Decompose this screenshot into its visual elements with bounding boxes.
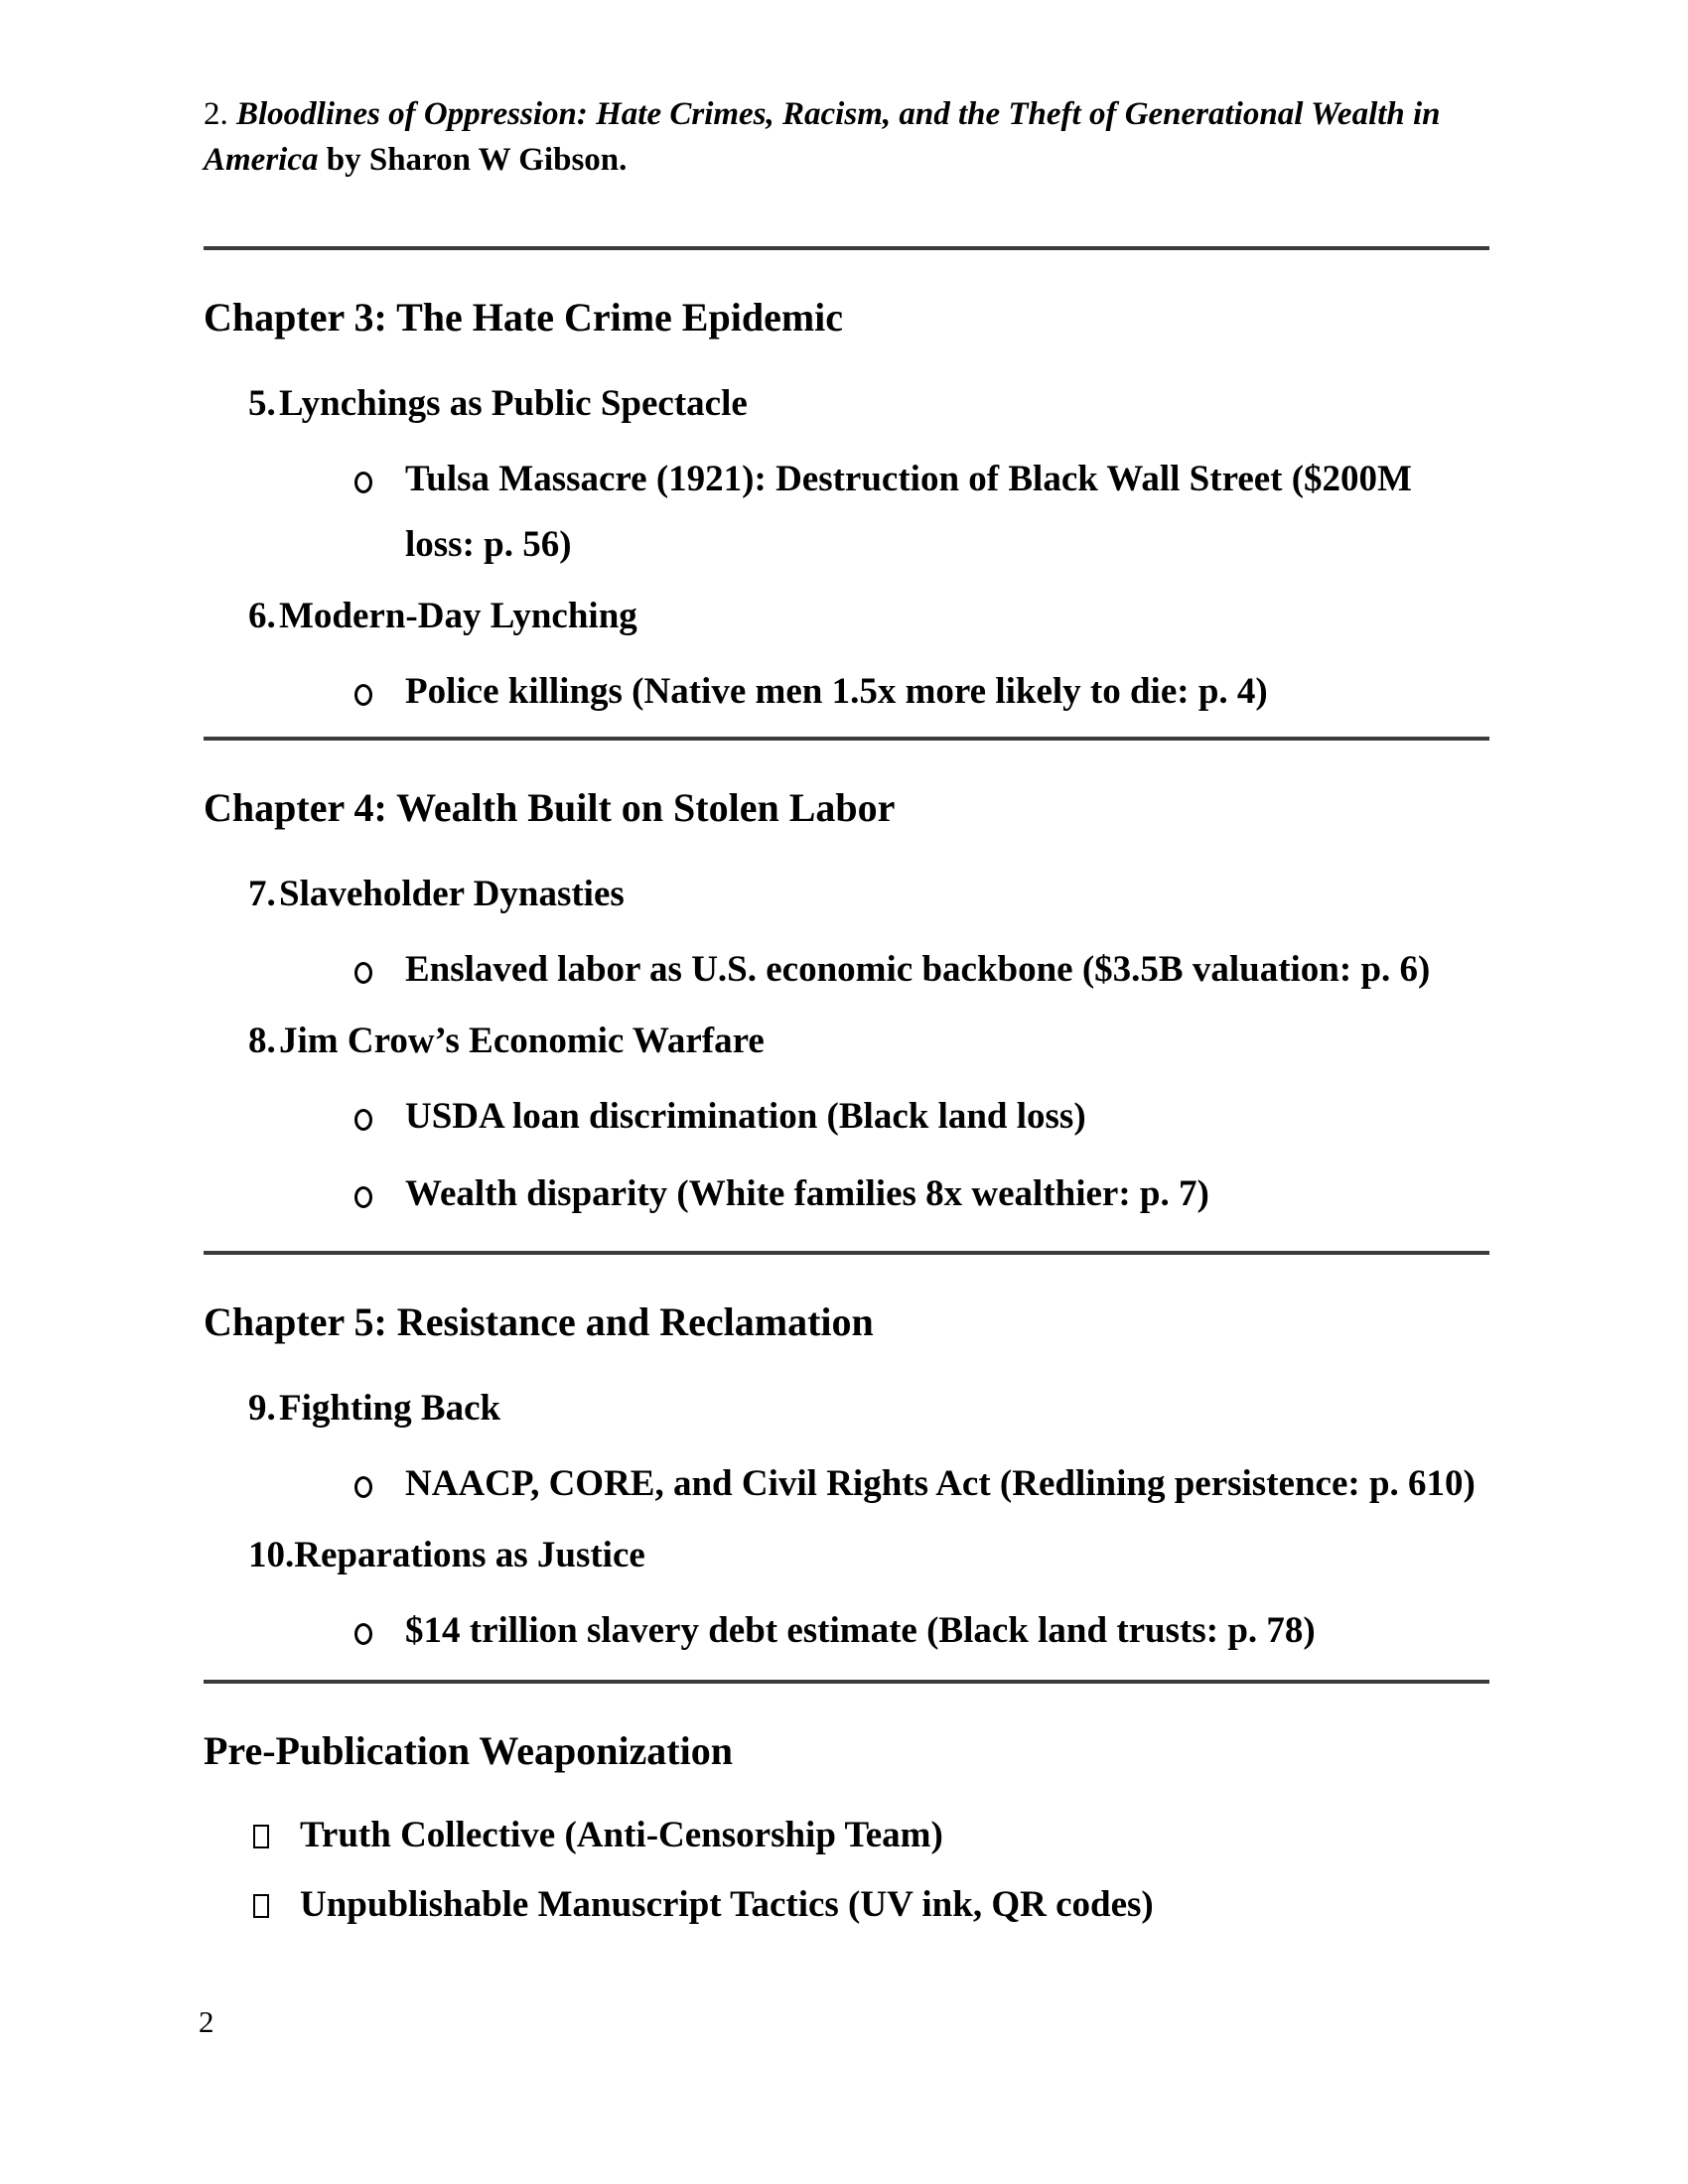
sub-list-item: [204, 1451, 1489, 1517]
sub-list-item: [204, 447, 1489, 578]
item-number: 5.: [248, 383, 276, 424]
item-label: Reparations as Justice: [294, 1535, 645, 1575]
list-item: [204, 1525, 1489, 1586]
bullet-list-item: [204, 1874, 1489, 1936]
list-item: [204, 1011, 1489, 1072]
sub-item-text: NAACP, CORE, and Civil Rights Act (Redlining persistence: p. 610): [405, 1463, 1476, 1504]
item-number: 6.: [248, 596, 276, 636]
list-item: [204, 586, 1489, 647]
circle-bullet-icon: [354, 1476, 372, 1498]
chapter-heading: Chapter 5: Resistance and Reclamation: [204, 1299, 874, 1344]
item-label: Fighting Back: [279, 1388, 501, 1429]
list-item: [204, 864, 1489, 925]
chapter-heading: Chapter 4: Wealth Built on Stolen Labor: [204, 785, 896, 830]
horizontal-rule: [204, 737, 1489, 741]
item-number: 7.: [248, 874, 276, 914]
sub-item-text: $14 trillion slavery debt estimate (Black land trusts: p. 78): [405, 1610, 1316, 1651]
circle-bullet-icon: [354, 684, 372, 706]
item-number: 8.: [248, 1021, 276, 1061]
section-heading: Pre-Publication Weaponization: [204, 1728, 733, 1773]
bibliography-entry: [204, 91, 1489, 183]
chapter-heading: Chapter 3: The Hate Crime Epidemic: [204, 295, 844, 340]
book-byline: by Sharon W Gibson.: [318, 142, 628, 178]
list-item: [204, 1378, 1489, 1439]
sub-item-text: Police killings (Native men 1.5x more likely to die: p. 4): [405, 671, 1268, 712]
sub-item-text: USDA loan discrimination (Black land loss): [405, 1096, 1086, 1137]
item-number: 9.: [248, 1388, 276, 1429]
item-label: Jim Crow’s Economic Warfare: [279, 1021, 765, 1061]
item-label: Slaveholder Dynasties: [279, 874, 625, 914]
sub-item-text: Tulsa Massacre (1921): Destruction of Black Wall Street ($200M loss: p. 56): [405, 459, 1412, 565]
sub-item-text: Wealth disparity (White families 8x wealthier: p. 7): [405, 1173, 1209, 1214]
sub-list-item: [204, 1084, 1489, 1150]
list-item: [204, 373, 1489, 435]
square-bullet-icon: [253, 1894, 269, 1918]
item-number: 10.: [248, 1535, 295, 1575]
sub-list-item: [204, 1598, 1489, 1664]
item-label: Modern-Day Lynching: [279, 596, 637, 636]
circle-bullet-icon: [354, 1186, 372, 1208]
bullet-list-item: [204, 1805, 1489, 1866]
horizontal-rule: [204, 1680, 1489, 1684]
sub-list-item: [204, 659, 1489, 725]
sub-list-item: [204, 1161, 1489, 1227]
circle-bullet-icon: [354, 472, 372, 493]
item-label: Lynchings as Public Spectacle: [279, 383, 748, 424]
circle-bullet-icon: [354, 1623, 372, 1645]
entry-number: 2.: [204, 96, 236, 132]
page-number: 2: [199, 2004, 214, 2039]
horizontal-rule: [204, 1251, 1489, 1255]
sub-item-text: Enslaved labor as U.S. economic backbone ($3.5B valuation: p. 6): [405, 949, 1431, 990]
bullet-item-text: Unpublishable Manuscript Tactics (UV ink, QR codes): [300, 1884, 1154, 1925]
horizontal-rule: [204, 246, 1489, 250]
book-title: Bloodlines of Oppression: Hate Crimes, Racism, and the Theft of Generational Wealth in America: [204, 96, 1441, 178]
bullet-item-text: Truth Collective (Anti-Censorship Team): [300, 1815, 943, 1855]
square-bullet-icon: [253, 1825, 269, 1848]
circle-bullet-icon: [354, 962, 372, 984]
circle-bullet-icon: [354, 1109, 372, 1131]
sub-list-item: [204, 937, 1489, 1003]
